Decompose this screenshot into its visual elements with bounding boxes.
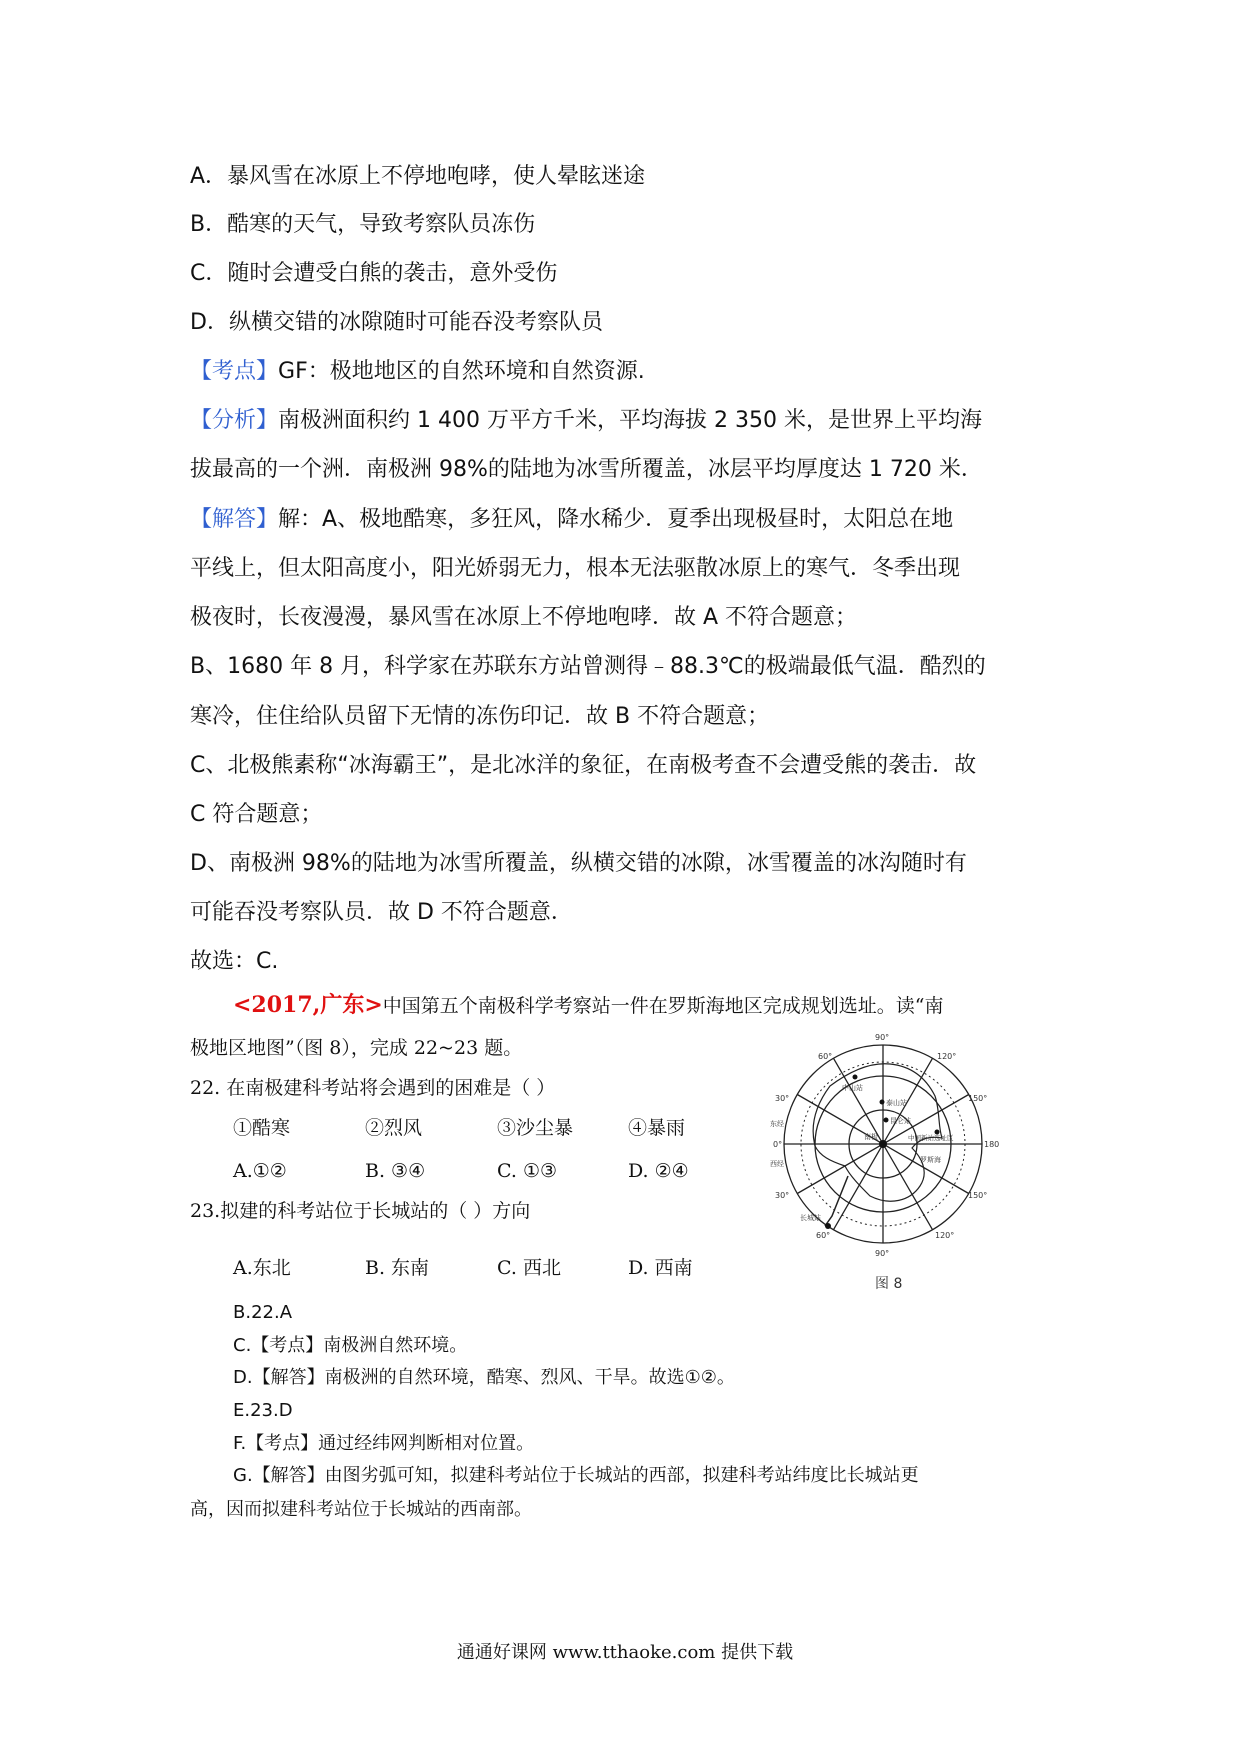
q22-choice-d: D. ②④ xyxy=(628,1160,689,1182)
answer-option-a: A．暴风雪在冰原上不停地咆哮，使人晕眩迷途 xyxy=(190,164,646,189)
figure-caption: 图 8 xyxy=(875,1276,903,1292)
jieda-line: 寒冷，住住给队员留下无情的冻伤印记．故 B 不符合题意； xyxy=(190,704,770,729)
map-label-150-bottom: 150° xyxy=(968,1191,988,1200)
south-pole: 南极 xyxy=(864,1133,878,1141)
question-intro-2: 极地区地图”（图 8），完成 22~23 题。 xyxy=(190,1037,523,1059)
q22-choice-b: B. ③④ xyxy=(365,1160,426,1182)
intro-text: 中国第五个南极科学考察站一件在罗斯海地区完成规划选址。读“南 xyxy=(382,995,944,1017)
jieda-line xyxy=(190,506,953,534)
q22-item: ①酷寒 xyxy=(233,1117,291,1139)
question-intro xyxy=(233,993,943,1018)
answer-line: F.【考点】通过经纬网判断相对位置。 xyxy=(233,1433,535,1454)
map-label-150-top: 150° xyxy=(968,1094,988,1103)
jieda-tag: 【解答】 xyxy=(190,507,279,532)
q22-item: ③沙尘暴 xyxy=(497,1117,574,1139)
jieda-line: 极夜时，长夜漫漫，暴风雪在冰原上不停地咆哮．故 A 不符合题意； xyxy=(190,605,858,630)
q22-choice-c: C. ①③ xyxy=(497,1160,558,1182)
kunlun-station: 昆仑站 xyxy=(890,1117,911,1125)
ross-sea: 罗斯海 xyxy=(920,1156,941,1164)
map-label-30-bottom: 30° xyxy=(775,1191,790,1200)
jieda-line: C 符合题意； xyxy=(190,802,323,827)
answer-line: E.23.D xyxy=(233,1400,293,1421)
q23-choice-a: A.东北 xyxy=(233,1257,291,1279)
taishan-station: 泰山站 xyxy=(886,1099,907,1107)
map-label-0: 0° xyxy=(773,1140,783,1149)
answer-line: 高，因而拟建科考站位于长城站的西南部。 xyxy=(190,1499,532,1520)
map-label-30-top: 30° xyxy=(775,1094,790,1103)
question-22: 22. 在南极建科考站将会遇到的困难是（ ） xyxy=(190,1077,556,1099)
map-label-60-bottom: 60° xyxy=(816,1231,831,1240)
q23-choice-b: B. 东南 xyxy=(365,1257,430,1279)
source-label: <2017,广东> xyxy=(233,992,383,1018)
map-label-90-top: 90° xyxy=(875,1033,890,1042)
jieda-text: 解：A、极地酷寒，多狂风，降水稀少．夏季出现极昼时，太阳总在地 xyxy=(278,507,954,532)
q22-item: ②烈风 xyxy=(365,1117,423,1139)
jieda-line: C、北极熊素称“冰海霸王”，是北冰洋的象征，在南极考查不会遭受熊的袭击．故 xyxy=(190,753,977,778)
map-label-120-bottom: 120° xyxy=(935,1231,955,1240)
jieda-line: B、1680 年 8 月，科学家在苏联东方站曾测得﹣88.3℃的极端最低气温．酷烈的 xyxy=(190,654,986,679)
kaodian-text: GF：极地地区的自然环境和自然资源. xyxy=(278,359,645,384)
great-wall-station: 长城站 xyxy=(800,1214,821,1222)
fenxi-line-2: 拔最高的一个洲．南极洲 98%的陆地为冰雪所覆盖，冰层平均厚度达 1 720 米． xyxy=(190,457,983,482)
answer-line: G.【解答】由图劣弧可知，拟建科考站位于长城站的西部，拟建科考站纬度比长城站更 xyxy=(233,1465,919,1486)
answer-option-b: B．酷寒的天气，导致考察队员冻伤 xyxy=(190,212,536,237)
east-longitude-label: 东经 xyxy=(770,1120,784,1128)
q23-choice-c: C. 西北 xyxy=(497,1257,561,1279)
map-label-120-top: 120° xyxy=(937,1052,957,1061)
q22-item: ④暴雨 xyxy=(628,1117,686,1139)
answer-line: C.【考点】南极洲自然环境。 xyxy=(233,1335,468,1356)
station-dots xyxy=(825,1075,940,1230)
kaodian-line xyxy=(190,358,645,386)
new-station-site: 中国新站选址区 xyxy=(908,1134,954,1142)
answer-option-d: D．纵横交错的冰隙随时可能吞没考察队员 xyxy=(190,310,603,335)
map-label-180: 180 xyxy=(984,1140,1000,1149)
jieda-line: D、南极洲 98%的陆地为冰雪所覆盖，纵横交错的冰隙，冰雪覆盖的冰沟随时有 xyxy=(190,851,967,876)
fenxi-tag: 【分析】 xyxy=(190,408,279,433)
jieda-line: 平线上，但太阳高度小，阳光娇弱无力，根本无法驱散冰原上的寒气．冬季出现 xyxy=(190,556,961,581)
question-23: 23.拟建的科考站位于长城站的（ ）方向 xyxy=(190,1200,531,1222)
answer-line: D.【解答】南极洲的自然环境，酷寒、烈风、干旱。故选①②。 xyxy=(233,1367,735,1388)
kaodian-tag: 【考点】 xyxy=(190,359,279,384)
answer-line: B.22.A xyxy=(233,1302,293,1323)
answer-option-c: C．随时会遭受白熊的袭击，意外受伤 xyxy=(190,261,558,286)
final-answer: 故选：C. xyxy=(190,949,279,974)
west-longitude-label: 西经 xyxy=(770,1160,784,1168)
map-label-90-bottom: 90° xyxy=(875,1249,890,1258)
page-footer: 通通好课网 www.tthaoke.com 提供下载 xyxy=(456,1642,794,1663)
jieda-line: 可能吞没考察队员．故 D 不符合题意． xyxy=(190,900,573,925)
antarctic-map xyxy=(770,1026,1030,1326)
map-label-60-top: 60° xyxy=(818,1052,833,1061)
zhongshan-station: 中山站 xyxy=(842,1084,863,1092)
peninsula xyxy=(825,1176,848,1226)
fenxi-line xyxy=(190,407,982,435)
fenxi-text: 南极洲面积约 1 400 万平方千米，平均海拔 2 350 米，是世界上平均海 xyxy=(278,408,982,433)
q23-choice-d: D. 西南 xyxy=(628,1257,693,1279)
q22-choice-a: A.①② xyxy=(233,1160,287,1182)
